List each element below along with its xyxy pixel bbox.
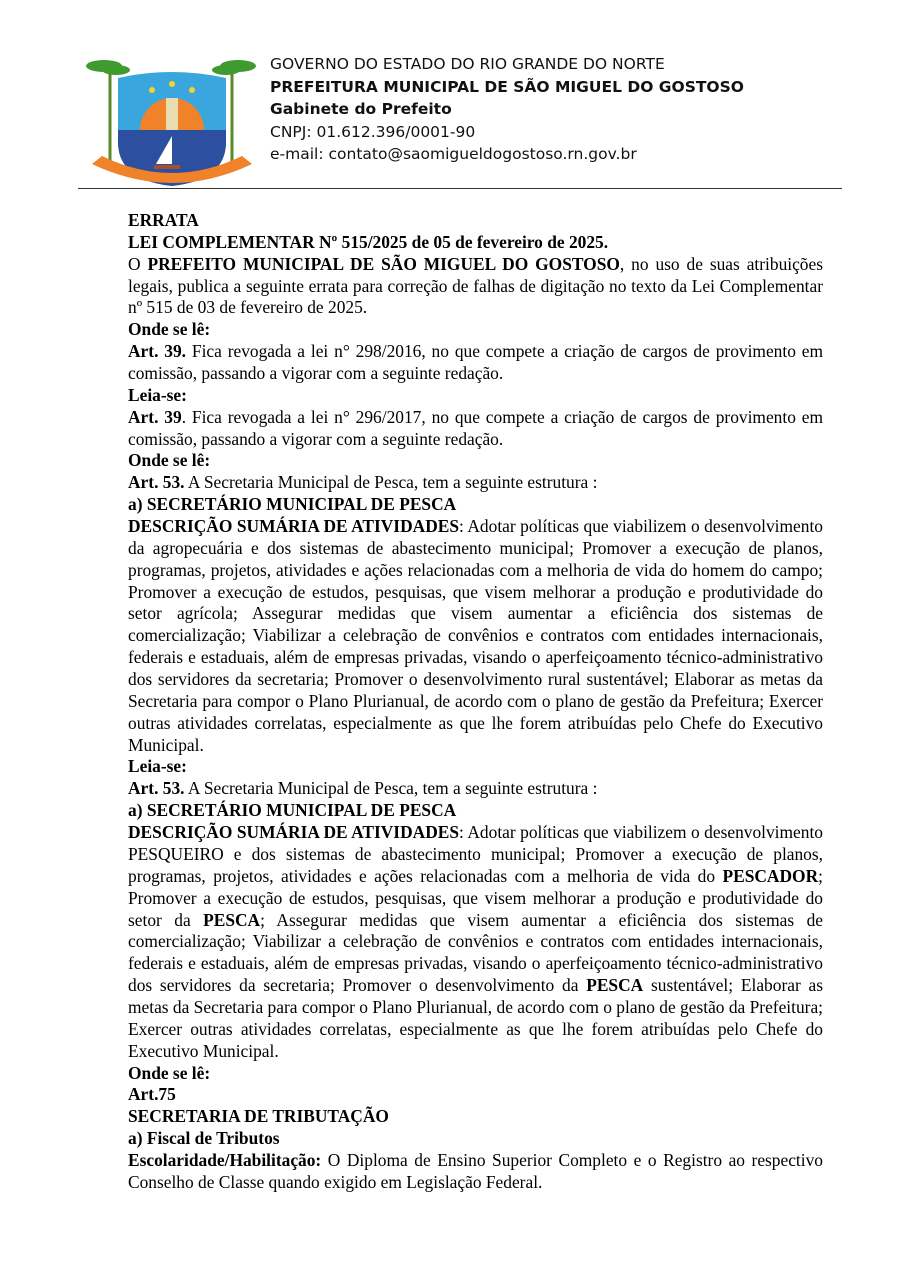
paragraph [128,1150,823,1194]
bold-text: Art. 39. [128,341,187,362]
paragraph [128,1084,823,1106]
paragraph [128,1128,823,1150]
bold-text: Art. 53. [128,472,185,493]
paragraph [128,254,823,320]
text: ; Promover a execução de estudos, pesquisas, que visem melhorar a produção e produtividade do setor da [128,865,823,930]
bold-text: PESCA [203,909,261,930]
bold-text: PREFEITO MUNICIPAL DE SÃO MIGUEL DO GOSTOSO [147,253,620,274]
text: O [128,253,148,274]
office-name: Gabinete do Prefeito [270,100,452,118]
text: A Secretaria Municipal de Pesca, tem a seguinte estrutura : [184,472,598,493]
bold-text: Onde se lê: [128,319,211,340]
paragraph [128,822,823,1062]
letterhead [270,53,744,166]
bold-text: ERRATA [128,210,199,230]
bold-text: Art. 53. [128,778,185,799]
bold-text: Leia-se: [128,756,187,777]
paragraph [128,516,823,756]
bold-text: LEI COMPLEMENTAR Nº 515/2025 de 05 de fevereiro de 2025. [128,231,609,252]
header-divider [78,188,842,189]
text: O Diploma de Ensino Superior Completo e o Registro ao respectivo Conselho de Classe quando exigido em Legislação Federal. [128,1149,823,1192]
cnpj: CNPJ: 01.612.396/0001-90 [270,122,476,141]
bold-text: Leia-se: [128,384,187,405]
email: e-mail: contato@saomigueldogostoso.rn.gov.br [270,145,637,163]
text: A Secretaria Municipal de Pesca, tem a seguinte estrutura : [184,778,598,799]
paragraph [128,210,823,232]
bold-text: PESCA [586,975,644,996]
document-body [128,210,823,1194]
bold-text: DESCRIÇÃO SUMÁRIA DE ATIVIDADES [128,822,460,843]
bold-text: Onde se lê: [128,450,211,471]
bold-text: Onde se lê: [128,1062,211,1083]
text: : Adotar políticas que viabilizem o desenvolvimento PESQUEIRO e dos sistemas de abastecimento municipal; Promover a execução de planos, programas, projetos, atividades e ações relacionadas com a melhoria de vida do [128,822,823,886]
bold-text: Escolaridade/Habilitação: [128,1149,322,1170]
municipality-name: PREFEITURA MUNICIPAL DE SÃO MIGUEL DO GOSTOSO [270,77,744,96]
bold-text: PESCADOR [722,865,819,886]
paragraph [128,341,823,385]
paragraph [128,1106,823,1128]
paragraph [128,450,823,472]
paragraph [128,1063,823,1085]
text: Fica revogada a lei n° 298/2016, no que compete a criação de cargos de provimento em comissão, passando a vigorar com a seguinte redação. [128,341,823,384]
bold-text: SECRETARIA DE TRIBUTAÇÃO [128,1106,389,1127]
paragraph [128,756,823,778]
text: : Adotar políticas que viabilizem o desenvolvimento da agropecuária e dos sistemas de abastecimento municipal; Promover a execução de planos, programas, projetos, atividades e ações relacionadas com a melhoria de vida do homem do campo; Promover a execução de estudos, pesquisas, que visem melhorar a produção e produtividade do setor agrícola; Assegurar medidas que visem aumentar a eficiência dos sistemas de comercialização; Viabilizar a celebração de convênios e contratos com entidades internacionais, federais e estaduais, além de empresas privadas, visando o aperfeiçoamento técnico-administrativo dos servidores da secretaria; Promover o desenvolvimento rural sustentável; Elaborar as metas da Secretaria para compor o Plano Plurianual, de acordo com o plano de gestão da Prefeitura; Exercer outras atividades correlatas, especialmente as que lhe forem atribuídas pelo Chefe do Executivo Municipal. [128,516,823,755]
bold-text: Art.75 [128,1084,176,1105]
bold-text: a) SECRETÁRIO MUNICIPAL DE PESCA [128,800,457,821]
text: . Fica revogada a lei n° 296/2017, no que compete a criação de cargos de provimento em comissão, passando a vigorar com a seguinte redação. [128,406,824,449]
paragraph [128,472,823,494]
paragraph [128,494,823,516]
paragraph [128,232,823,254]
paragraph [128,778,823,800]
paragraph [128,385,823,407]
text: ; Assegurar medidas que visem aumentar a eficiência dos sistemas de comercialização; Viabilizar a celebração de convênios e contratos com entidades internacionais, federais e estaduais, além de empresas privadas, visando o aperfeiçoamento técnico-administrativo dos servidores da secretaria; Promover o desenvolvimento da [128,909,824,996]
text: sustentável; Elaborar as metas da Secretaria para compor o Plano Plurianual, de acordo com o plano de gestão da Prefeitura; Exercer outras atividades correlatas, especialmente as que lhe forem atribuídas pelo Chefe do Executivo Municipal. [128,975,824,1061]
bold-text: a) Fiscal de Tributos [128,1128,280,1149]
text: , no uso de suas atribuições legais, publica a seguinte errata para correção de falhas de digitação no texto da Lei Complementar nº 515 de 03 de fevereiro de 2025. [128,253,823,318]
paragraph [128,407,823,451]
paragraph [128,319,823,341]
state-government-line: GOVERNO DO ESTADO DO RIO GRANDE DO NORTE [270,55,665,73]
paragraph [128,800,823,822]
bold-text: DESCRIÇÃO SUMÁRIA DE ATIVIDADES [128,516,460,537]
municipal-coat-of-arms-logo [82,52,262,192]
bold-text: a) SECRETÁRIO MUNICIPAL DE PESCA [128,494,457,515]
bold-text: Art. 39 [128,406,182,427]
